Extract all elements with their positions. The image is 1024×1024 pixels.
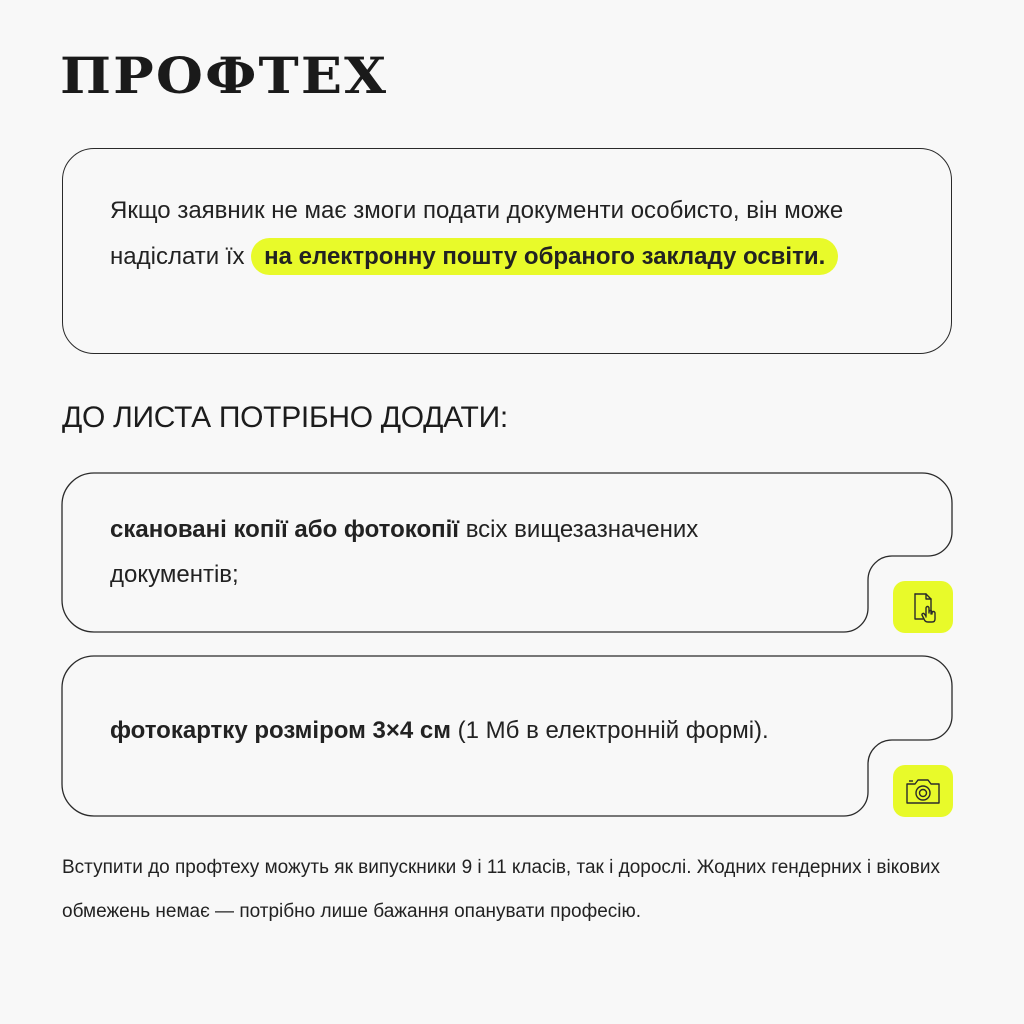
item-2-text	[110, 708, 870, 753]
info-text-highlight: на електронну пошту обраного закладу освіти.	[251, 238, 838, 275]
item-2-bold: фотокартку розміром 3×4 см	[110, 717, 451, 744]
attachments-heading: ДО ЛИСТА ПОТРІБНО ДОДАТИ:	[62, 401, 508, 434]
item-1-rest: всіх вищезазначених документів;	[110, 516, 699, 588]
item-1-bold: скановані копії або фотокопії	[110, 516, 460, 543]
info-text-plain: Якщо заявник не має змоги подати документи особисто, він може надіслати їх	[110, 197, 844, 270]
camera-icon	[893, 765, 953, 817]
item-2-rest: (1 Мб в електронній формі).	[451, 717, 769, 744]
brand-logo: ПРОФТЕХ	[60, 46, 389, 105]
footer-note: Вступити до профтеху можуть як випускники 9 і 11 класів, так і дорослі. Жодних гендерних і вікових обмежень немає — потрібно лише бажання опанувати професію.	[62, 857, 941, 922]
item-1-text	[110, 507, 810, 597]
document-touch-icon	[893, 581, 953, 633]
